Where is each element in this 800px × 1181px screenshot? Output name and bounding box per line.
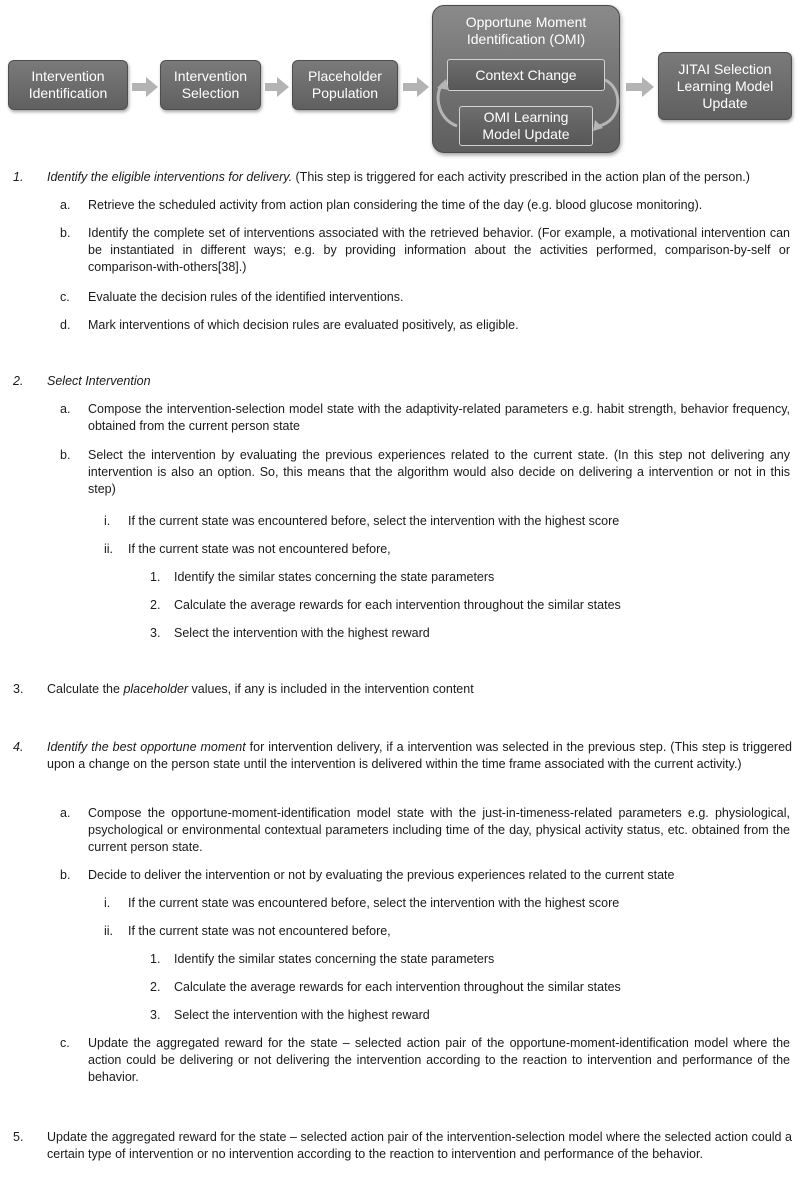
subitem-label: 3. bbox=[150, 626, 161, 640]
substep-text: Compose the opportune-moment-identification model state with the just-in-timeness-related parameters e.g. physiological, psychological or environmental contextual parameters including time of the day, physical activity status, etc. obtained from the current person state. bbox=[88, 806, 790, 854]
substep-label: b. bbox=[60, 448, 71, 462]
step-title: Select Intervention bbox=[47, 374, 151, 388]
item-text: If the current state was encountered before, select the intervention with the highest score bbox=[128, 896, 620, 910]
substep-label: d. bbox=[60, 318, 71, 332]
step-number: 5. bbox=[13, 1130, 24, 1144]
omi-group bbox=[432, 5, 620, 153]
substep-label: a. bbox=[60, 402, 71, 416]
substep-label: a. bbox=[60, 806, 71, 820]
node-placeholder-population: Placeholder Population bbox=[292, 60, 398, 110]
subitem-text: Select the intervention with the highest reward bbox=[174, 626, 430, 640]
substep-text: Select the intervention by evaluating the previous experiences related to the current state. (In this step not delivering any intervention is also an option. So, this means that the algorithm would also decide on delivering a intervention or not in this step) bbox=[88, 448, 790, 496]
substep-text: Retrieve the scheduled activity from action plan considering the time of the day (e.g. blood glucose monitoring). bbox=[88, 198, 703, 212]
substep-text: Compose the intervention-selection model state with the adaptivity-related parameters e.g. habit strength, behavior frequency, obtained from the current person state bbox=[88, 402, 790, 433]
step-rest: for intervention delivery, if a intervention was selected in the previous step. (This step is triggered upon a change on the person state until the intervention is delivered within the time frame associated with the current activity.) bbox=[47, 740, 792, 771]
item-text: If the current state was not encountered before, bbox=[128, 542, 391, 556]
step-title: Identify the best opportune moment bbox=[47, 740, 246, 754]
step-text-emphasis: placeholder bbox=[123, 682, 189, 696]
substep-text: Update the aggregated reward for the state – selected action pair of the opportune-moment-identification model where the action could be delivering or not delivering the intervention according to the reaction to intervention and performance of the behavior. bbox=[88, 1036, 790, 1084]
subitem-text: Identify the similar states concerning the state parameters bbox=[174, 570, 495, 584]
arrow-right-icon bbox=[132, 77, 158, 97]
item-text: If the current state was encountered before, select the intervention with the highest score bbox=[128, 514, 620, 528]
subitem-label: 3. bbox=[150, 1008, 161, 1022]
substep-text: Evaluate the decision rules of the identified interventions. bbox=[88, 290, 404, 304]
omi-title: Opportune Moment Identification (OMI) bbox=[465, 14, 587, 47]
subitem-label: 2. bbox=[150, 980, 161, 994]
step-text: Update the aggregated reward for the state – selected action pair of the intervention-selection model where the selected action could a certain type of intervention or no intervention according to the reaction to intervention and performance of the behavior. bbox=[47, 1130, 792, 1161]
arrow-right-icon bbox=[265, 77, 289, 97]
substep-label: c. bbox=[60, 1036, 70, 1050]
substep-label: c. bbox=[60, 290, 70, 304]
step-text bbox=[47, 739, 792, 773]
subitem-text: Calculate the average rewards for each intervention throughout the similar states bbox=[174, 598, 621, 612]
item-text: If the current state was not encountered before, bbox=[128, 924, 391, 938]
node-jitai-selection-update: JITAI Selection Learning Model Update bbox=[658, 52, 792, 120]
step-text-pre: Calculate the bbox=[47, 682, 124, 696]
item-label: ii. bbox=[104, 542, 114, 556]
subitem-text: Identify the similar states concerning the state parameters bbox=[174, 952, 495, 966]
item-label: ii. bbox=[104, 924, 114, 938]
step-text-post: values, if any is included in the intervention content bbox=[188, 682, 474, 696]
substep-text: Mark interventions of which decision rules are evaluated positively, as eligible. bbox=[88, 318, 519, 332]
node-intervention-selection: Intervention Selection bbox=[160, 60, 261, 110]
subitem-label: 2. bbox=[150, 598, 161, 612]
cycle-arrows-icon bbox=[433, 6, 621, 154]
step-title: Identify the eligible interventions for delivery. bbox=[47, 170, 293, 184]
step-text bbox=[47, 681, 792, 698]
substep-label: b. bbox=[60, 226, 71, 240]
subitem-text: Calculate the average rewards for each intervention throughout the similar states bbox=[174, 980, 621, 994]
substep-label: b. bbox=[60, 868, 71, 882]
substep-text: Decide to deliver the intervention or not by evaluating the previous experiences related to the current state bbox=[88, 868, 675, 882]
subitem-label: 1. bbox=[150, 952, 161, 966]
step-number: 1. bbox=[13, 170, 24, 184]
item-label: i. bbox=[104, 896, 111, 910]
step-number: 4. bbox=[13, 740, 24, 754]
workflow-diagram bbox=[0, 0, 800, 160]
subitem-label: 1. bbox=[150, 570, 161, 584]
substep-label: a. bbox=[60, 198, 71, 212]
step-text bbox=[47, 169, 792, 186]
substep-text: Identify the complete set of interventions associated with the retrieved behavior. (For example, a motivational intervention can be instantiated in different ways; e.g. by providing information about the activities performed, comparison-by-self or comparison-with-others[38].) bbox=[88, 226, 790, 274]
arrow-right-icon bbox=[403, 77, 429, 97]
step-number: 3. bbox=[13, 682, 24, 696]
node-context-change: Context Change bbox=[447, 59, 605, 91]
subitem-text: Select the intervention with the highest reward bbox=[174, 1008, 430, 1022]
node-intervention-identification: Intervention Identification bbox=[8, 60, 128, 110]
node-omi-learning-update: OMI Learning Model Update bbox=[459, 106, 593, 146]
step-number: 2. bbox=[13, 374, 24, 388]
item-label: i. bbox=[104, 514, 111, 528]
arrow-right-icon bbox=[626, 77, 654, 97]
step-rest: (This step is triggered for each activity prescribed in the action plan of the person.) bbox=[292, 170, 750, 184]
